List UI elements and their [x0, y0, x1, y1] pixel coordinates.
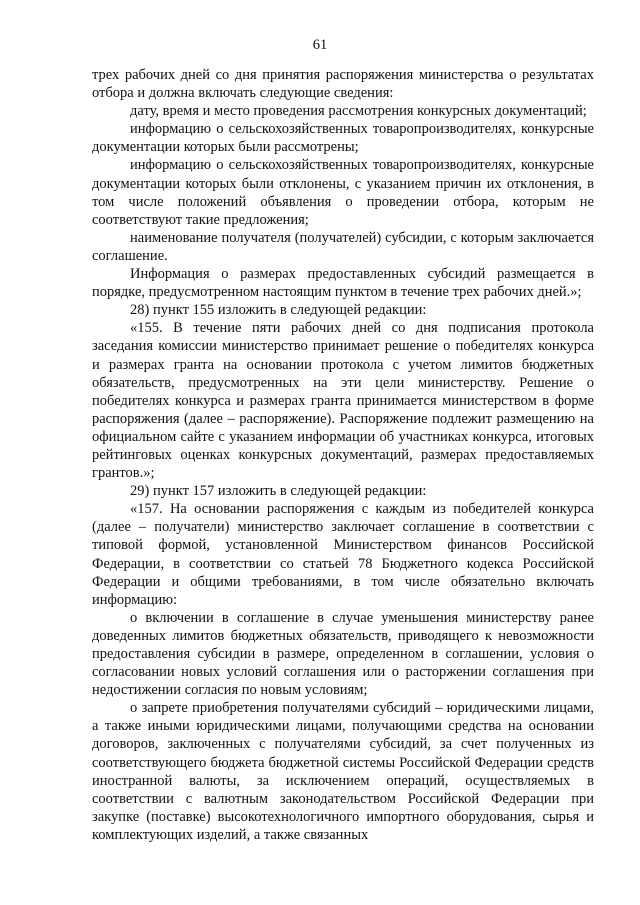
paragraph: трех рабочих дней со дня принятия распоряжения министерства о результатах отбора и должна включать следующие сведения: [92, 67, 594, 102]
paragraph: 28) пункт 155 изложить в следующей редакции: [130, 302, 427, 319]
document-body [92, 66, 594, 844]
page-number: 61 [312, 37, 328, 53]
paragraph: о включении в соглашение в случае уменьшения министерству ранее доведенных лимитов бюджетных обязательств, приводящего к невозможности предоставления субсидии в размере, определенном в соглашении, условия о согласовании новых условий соглашения или о расторжении соглашения при недостижении согласия по новым условиям; [92, 609, 594, 699]
paragraph: «157. На основании распоряжения с каждым из победителей конкурса (далее – получатели) министерство заключает соглашение в соответствии с типовой формой, установленной Министерством финансов Российской Федерации, в соответствии со статьей 78 Бюджетного кодекса Российской Федерации и общими требованиями, в том числе обязательно включать информацию: [92, 501, 594, 608]
paragraph: информацию о сельскохозяйственных товаропроизводителях, конкурсные документации которых были отклонены, с указанием причин их отклонения, в том числе положений объявления о проведении отбора, которым не соответствуют такие предложения; [92, 157, 594, 228]
paragraph: «155. В течение пяти рабочих дней со дня подписания протокола заседания комиссии министерство принимает решение о победителях конкурса и размерах гранта на основании протокола с учетом лимитов бюджетных обязательств, предусмотренных на эти цели министерству. Решение о победителях конкурса и размерах гранта принимается министерством в форме распоряжения (далее – распоряжение). Распоряжение подлежит размещению на официальном сайте с указанием информации об участниках конкурса, итоговых рейтинговых оценках конкурсных документаций, размерах предоставляемых грантов.»; [92, 320, 594, 482]
paragraph: наименование получателя (получателей) субсидии, с которым заключается соглашение. [92, 229, 594, 264]
paragraph: информацию о сельскохозяйственных товаропроизводителях, конкурсные документации которых были рассмотрены; [92, 121, 594, 156]
paragraph: Информация о размерах предоставленных субсидий размещается в порядке, предусмотренном настоящим пунктом в течение трех рабочих дней.»; [92, 266, 594, 301]
paragraph: 29) пункт 157 изложить в следующей редакции: [130, 483, 427, 500]
paragraph: дату, время и место проведения рассмотрения конкурсных документаций; [130, 103, 587, 120]
paragraph: о запрете приобретения получателями субсидий – юридическими лицами, а также иными юридическими лицами, получающими средства на основании договоров, заключенных с получателями субсидий, за счет полученных из соответствующего бюджета бюджетной системы Российской Федерации средств иностранной валюты, за исключением операций, осуществляемых в соответствии с валютным законодательством Российской Федерации при закупке (поставке) высокотехнологичного импортного оборудования, сырья и комплектующих изделий, а также связанных [92, 700, 594, 843]
